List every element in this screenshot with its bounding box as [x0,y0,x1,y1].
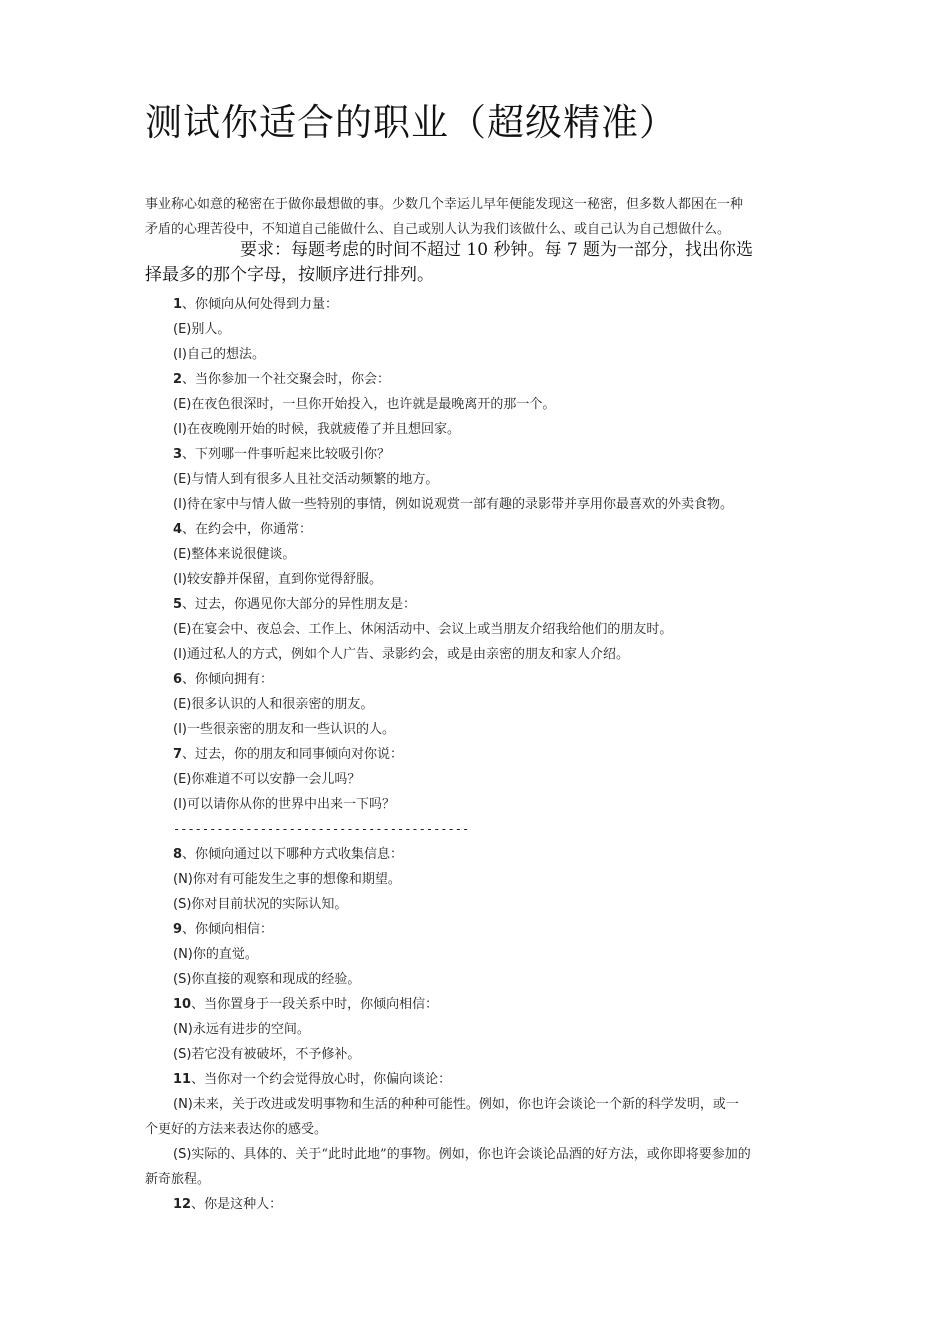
question-2 [145,367,815,392]
question-7 [145,742,815,767]
option-4-e [145,542,815,567]
option-letter: (N) [173,872,193,887]
intro-line: 事业称心如意的秘密在于做你最想做的事。少数几个幸运儿早年便能发现这一秘密，但多数人都困在一种 [145,197,744,212]
option-3-i [145,492,815,517]
question-text: 、你倾向相信： [182,922,274,937]
option-text: 与情人到有很多人且社交活动频繁的地方。 [191,472,439,487]
section-separator [145,817,815,842]
question-number: 1 [173,297,183,312]
option-letter: (I) [173,422,187,437]
question-text: 、在约会中，你通常： [182,522,313,537]
option-letter: (E) [173,397,192,412]
option-1-i [145,342,815,367]
option-letter: (N) [173,947,193,962]
option-text: 未来，关于改进或发明事物和生活的种种可能性。例如，你也许会谈论一个新的科学发明，或一 [192,1097,739,1112]
option-letter: (E) [173,772,192,787]
question-text: 、过去，你的朋友和同事倾向对你说： [182,747,404,762]
option-11-n-continued: 个更好的方法来表达你的感受。 [145,1122,328,1137]
option-letter: (S) [173,1147,192,1162]
question-number: 7 [173,747,183,762]
question-4 [145,517,815,542]
option-letter: (E) [173,547,192,562]
question-text: 、你倾向从何处得到力量： [182,297,339,312]
option-letter: (E) [173,622,192,637]
question-8 [145,842,815,867]
requirement-line: 要求：每题考虑的时间不超过 10 秒钟。每 7 题为一部分，找出你选 [240,240,754,260]
option-text: 很多认识的人和很亲密的朋友。 [191,697,374,712]
question-number: 8 [173,847,183,862]
question-text: 、当你对一个约会觉得放心时，你偏向谈论： [191,1072,452,1087]
option-letter: (S) [173,897,192,912]
question-list [145,292,815,1217]
question-6 [145,667,815,692]
question-number: 5 [173,597,183,612]
question-text: 、你是这种人： [191,1197,283,1212]
question-number: 10 [173,997,192,1012]
option-letter: (E) [173,472,192,487]
option-1-e [145,317,815,342]
question-10 [145,992,815,1017]
question-number: 6 [173,672,183,687]
option-5-e [145,617,815,642]
option-8-s [145,892,815,917]
question-text: 、你倾向通过以下哪种方式收集信息： [182,847,404,862]
question-number: 9 [173,922,183,937]
intro-paragraph [145,192,815,242]
requirement-line: 择最多的那个字母，按顺序进行排列。 [145,265,434,285]
intro-line: 矛盾的心理苦役中，不知道自己能做什么、自己或别人认为我们该做什么、或自己认为自己想做什么。 [145,222,731,237]
question-1 [145,292,815,317]
option-8-n [145,867,815,892]
option-letter: (N) [173,1097,193,1112]
question-number: 12 [173,1197,192,1212]
option-6-i [145,717,815,742]
page-title: 测试你适合的职业（超级精准） [145,101,677,144]
option-text: 你对目前状况的实际认知。 [191,897,348,912]
option-text: 可以请你从你的世界中出来一下吗？ [186,797,395,812]
question-text: 、当你参加一个社交聚会时，你会： [182,372,391,387]
option-text: 通过私人的方式，例如个人广告、录影约会，或是由亲密的朋友和家人介绍。 [186,647,629,662]
question-number: 4 [173,522,183,537]
option-text: 待在家中与情人做一些特别的事情，例如说观赏一部有趣的录影带并享用你最喜欢的外卖食物。 [186,497,733,512]
option-3-e [145,467,815,492]
option-4-i [145,567,815,592]
option-letter: (S) [173,972,192,987]
option-text: 在宴会中、夜总会、工作上、休闲活动中、会议上或当朋友介绍我给他们的朋友时。 [191,622,673,637]
option-letter: (I) [173,647,187,662]
option-letter: (E) [173,322,192,337]
option-9-s [145,967,815,992]
option-11-n [145,1092,815,1117]
question-text: 、你倾向拥有： [182,672,274,687]
option-text: 你难道不可以安静一会儿吗？ [191,772,361,787]
question-text: 、当你置身于一段关系中时，你倾向相信： [191,997,439,1012]
option-text: 若它没有被破坏，不予修补。 [191,1047,361,1062]
option-text: 自己的想法。 [186,347,265,362]
option-text: 你对有可能发生之事的想像和期望。 [192,872,401,887]
question-12 [145,1192,815,1217]
option-2-i [145,417,815,442]
separator-line: ----------------------------------------- [173,822,470,836]
option-text: 别人。 [191,322,231,337]
option-text: 一些很亲密的朋友和一些认识的人。 [186,722,395,737]
question-11 [145,1067,815,1092]
option-text: 你的直觉。 [192,947,258,962]
question-number: 11 [173,1072,192,1087]
option-10-n [145,1017,815,1042]
option-text: 实际的、具体的、关于“此时此地”的事物。例如，你也许会谈论品酒的好方法，或你即将要参加的 [191,1147,751,1162]
option-10-s [145,1042,815,1067]
option-text: 整体来说很健谈。 [191,547,296,562]
question-5 [145,592,815,617]
option-text: 较安静并保留，直到你觉得舒服。 [186,572,382,587]
question-3 [145,442,815,467]
question-number: 2 [173,372,183,387]
option-11-s [145,1142,815,1167]
option-letter: (I) [173,722,187,737]
option-letter: (N) [173,1022,193,1037]
option-11-s-continued: 新奇旅程。 [145,1172,211,1187]
option-letter: (I) [173,347,187,362]
option-text: 在夜晚刚开始的时候，我就疲倦了并且想回家。 [186,422,460,437]
option-6-e [145,692,815,717]
option-2-e [145,392,815,417]
option-5-i [145,642,815,667]
option-letter: (E) [173,697,192,712]
question-number: 3 [173,447,183,462]
option-letter: (I) [173,572,187,587]
option-letter: (I) [173,797,187,812]
option-7-e [145,767,815,792]
option-9-n [145,942,815,967]
requirement-paragraph [145,238,815,288]
option-text: 在夜色很深时，一旦你开始投入，也许就是最晚离开的那一个。 [191,397,556,412]
option-7-i [145,792,815,817]
option-text: 你直接的观察和现成的经验。 [191,972,361,987]
option-text: 永远有进步的空间。 [192,1022,310,1037]
option-letter: (I) [173,497,187,512]
question-text: 、下列哪一件事听起来比较吸引你？ [182,447,391,462]
question-text: 、过去，你遇见你大部分的异性朋友是： [182,597,417,612]
question-9 [145,917,815,942]
option-letter: (S) [173,1047,192,1062]
